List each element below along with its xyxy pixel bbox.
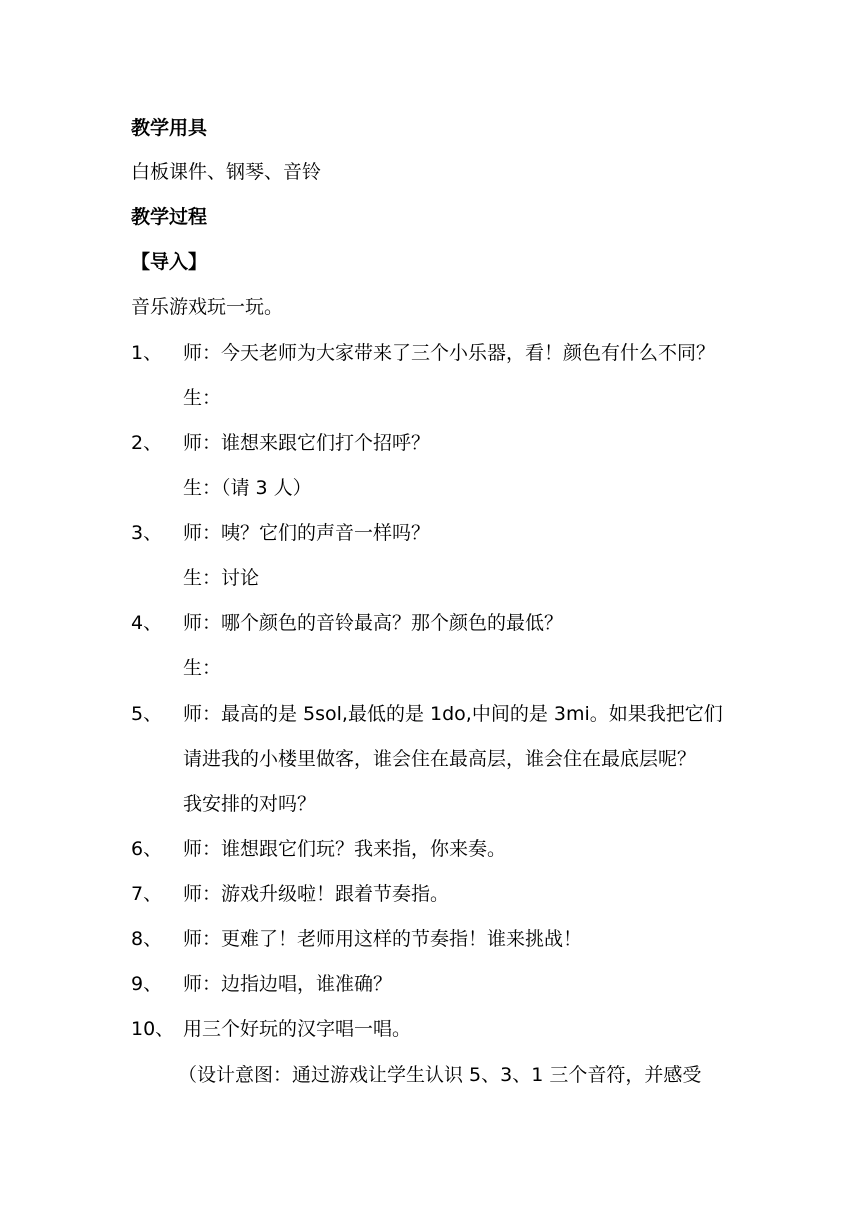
list-item-number: 1、 (131, 342, 163, 364)
list-item-line: 生： (183, 657, 222, 679)
intro-text: 音乐游戏玩一玩。 (131, 296, 284, 318)
list-item-number: 4、 (131, 612, 163, 634)
list-item-line: 师：最高的是 5sol,最低的是 1do,中间的是 3mi。如果我把它们 (183, 703, 723, 725)
list-item-line: 师：边指边唱，谁准确？ (183, 973, 393, 995)
tools-text: 白板课件、钢琴、音铃 (131, 161, 322, 183)
list-item-line: 生：讨论 (183, 567, 260, 589)
list-item-line: 师：哪个颜色的音铃最高？那个颜色的最低？ (183, 612, 564, 634)
list-item-line: 请进我的小楼里做客，谁会住在最高层，谁会住在最底层呢？ (183, 748, 697, 770)
list-item-line: 师：游戏升级啦！跟着节奏指。 (183, 883, 450, 905)
intro-heading: 【导入】 (131, 251, 208, 273)
list-item-line: 生：（请 3 人） (183, 477, 312, 499)
list-item-number: 5、 (131, 703, 163, 725)
list-item-number: 8、 (131, 928, 163, 950)
list-item-line: 师：更难了！老师用这样的节奏指！谁来挑战！ (183, 928, 583, 950)
list-item-number: 2、 (131, 432, 163, 454)
process-heading: 教学过程 (131, 206, 208, 228)
list-item-number: 6、 (131, 838, 163, 860)
list-item-line: 我安排的对吗？ (183, 793, 317, 815)
list-item-number: 7、 (131, 883, 163, 905)
list-item-line: 师：谁想来跟它们打个招呼？ (183, 432, 431, 454)
list-item-number: 10、 (131, 1018, 175, 1040)
tools-heading: 教学用具 (131, 117, 208, 139)
list-item-line: 师：咦？它们的声音一样吗？ (183, 522, 431, 544)
list-item-line: 师：谁想跟它们玩？我来指，你来奏。 (183, 838, 507, 860)
list-item-number: 3、 (131, 522, 163, 544)
list-item-number: 9、 (131, 973, 163, 995)
list-item-line: 师：今天老师为大家带来了三个小乐器，看！颜色有什么不同？ (183, 342, 716, 364)
list-item-line: 用三个好玩的汉字唱一唱。 (183, 1018, 412, 1040)
design-note: （设计意图：通过游戏让学生认识 5、3、1 三个音符，并感受 (178, 1064, 702, 1086)
list-item-line: 生： (183, 387, 222, 409)
